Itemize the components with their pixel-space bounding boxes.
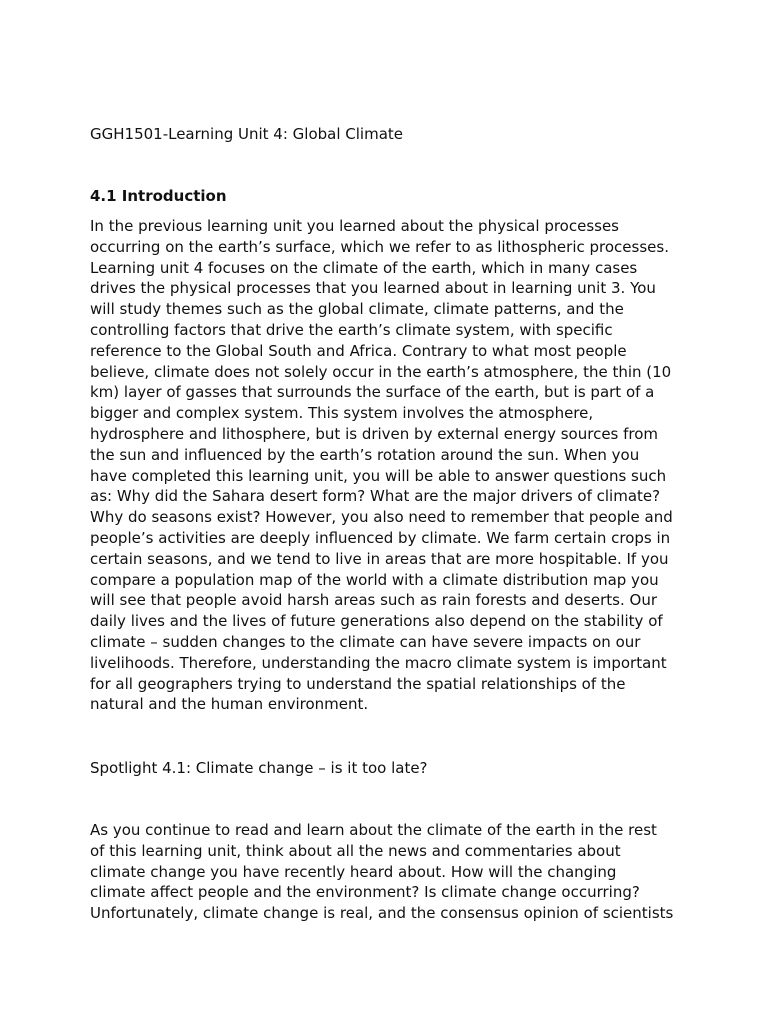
paragraph-line: In the previous learning unit you learned about the physical processes — [90, 217, 619, 235]
paragraph-line: for all geographers trying to understand the spatial relationships of the — [90, 674, 626, 693]
paragraph-line: Learning unit 4 focuses on the climate of the earth, which in many cases — [90, 258, 638, 277]
paragraph-line: climate affect people and the environment? Is climate change occurring? — [90, 883, 640, 902]
paragraph-line: will see that people avoid harsh areas such as rain forests and deserts. Our — [90, 591, 657, 610]
paragraph-line: livelihoods. Therefore, understanding the macro climate system is important — [90, 653, 667, 672]
paragraph-line: of this learning unit, think about all the news and commentaries about — [90, 841, 621, 860]
paragraph-line: controlling factors that drive the earth’s climate system, with specific — [90, 320, 613, 339]
paragraph-line: will study themes such as the global climate, climate patterns, and the — [90, 300, 624, 319]
intro-paragraph — [90, 216, 690, 715]
paragraph-line: people’s activities are deeply influenced by climate. We farm certain crops in — [90, 528, 671, 547]
paragraph-line: daily lives and the lives of future generations also depend on the stability of — [90, 612, 663, 631]
paragraph-line: occurring on the earth’s surface, which we refer to as lithospheric processes. — [90, 237, 669, 256]
paragraph-line: compare a population map of the world with a climate distribution map you — [90, 570, 659, 589]
spotlight-title: Spotlight 4.1: Climate change – is it too late? — [90, 759, 428, 777]
paragraph-line: climate change you have recently heard about. How will the changing — [90, 862, 617, 881]
paragraph-line: certain seasons, and we tend to live in areas that are more hospitable. If you — [90, 549, 669, 568]
paragraph-line: reference to the Global South and Africa. Contrary to what most people — [90, 341, 627, 360]
paragraph-line: the sun and influenced by the earth’s rotation around the sun. When you — [90, 445, 640, 464]
section-heading: 4.1 Introduction — [90, 187, 227, 205]
paragraph-line: natural and the human environment. — [90, 695, 369, 714]
paragraph-line: climate – sudden changes to the climate can have severe impacts on our — [90, 632, 641, 651]
paragraph-line: Why do seasons exist? However, you also need to remember that people and — [90, 508, 673, 527]
paragraph-line: bigger and complex system. This system involves the atmosphere, — [90, 404, 594, 423]
document-title: GGH1501-Learning Unit 4: Global Climate — [90, 125, 404, 143]
paragraph-line: Unfortunately, climate change is real, and the consensus opinion of scientists — [90, 904, 674, 923]
paragraph-line: As you continue to read and learn about the climate of the earth in the rest — [90, 821, 657, 839]
paragraph-line: drives the physical processes that you learned about in learning unit 3. You — [90, 279, 656, 298]
paragraph-line: have completed this learning unit, you will be able to answer questions such — [90, 466, 667, 485]
paragraph-line: believe, climate does not solely occur in the earth’s atmosphere, the thin (10 — [90, 362, 672, 381]
paragraph-line: as: Why did the Sahara desert form? What are the major drivers of climate? — [90, 487, 661, 506]
paragraph-line: hydrosphere and lithosphere, but is driven by external energy sources from — [90, 424, 659, 443]
spotlight-paragraph — [90, 820, 690, 924]
paragraph-line: km) layer of gasses that surrounds the surface of the earth, but is part of a — [90, 383, 655, 402]
